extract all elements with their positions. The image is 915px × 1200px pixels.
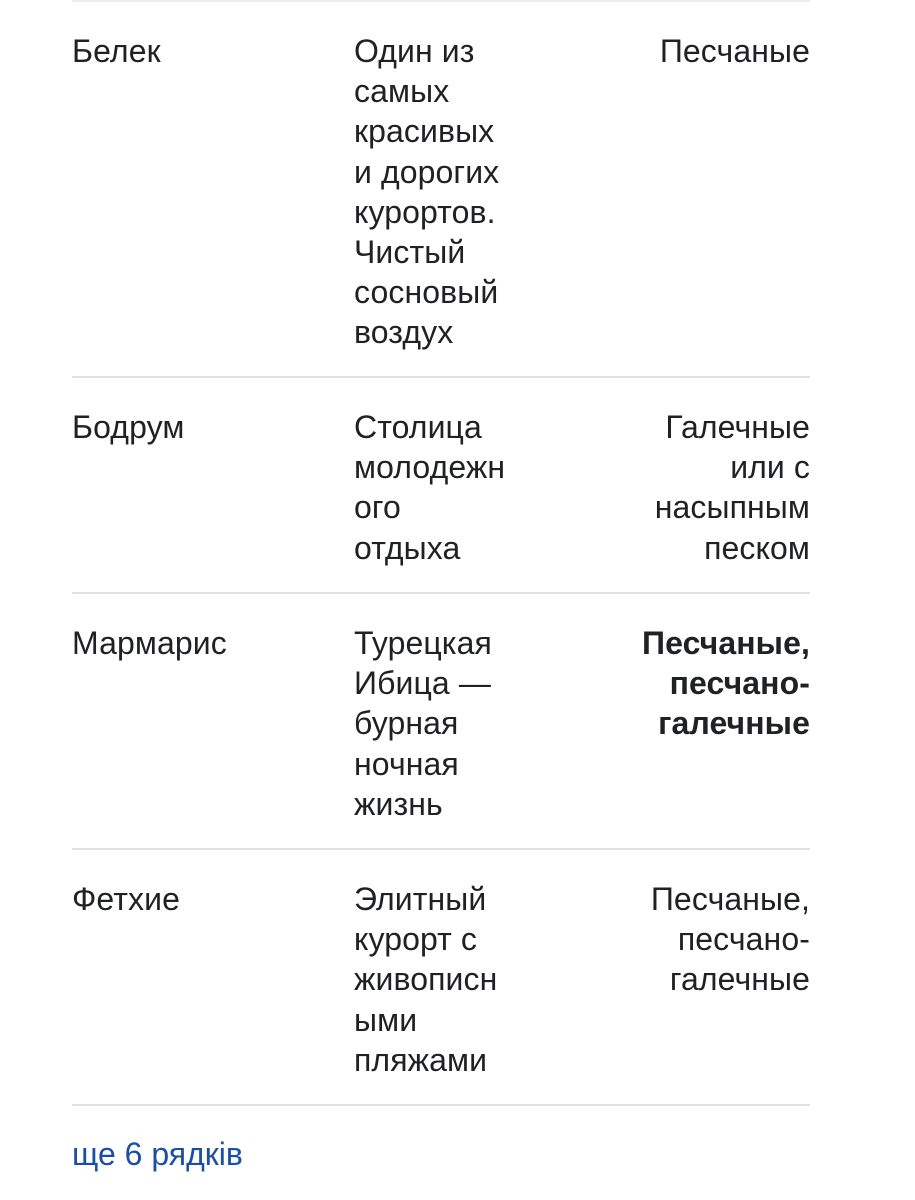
table-row <box>72 378 810 594</box>
resort-name: Мармарис <box>72 625 227 661</box>
resort-description: Столица молодежн ого отдыха <box>354 409 506 566</box>
resort-beaches: Песчаные, песчано- галечные <box>650 881 810 998</box>
resort-beaches: Галечные или с насыпным песком <box>654 409 810 566</box>
resort-description: Один из самых красивых и дорогих курортов. Чистый сосновый воздух <box>354 33 500 351</box>
resort-beaches-highlighted: Песчаные, песчано- галечные <box>642 625 810 742</box>
resorts-table <box>72 0 810 1106</box>
resort-name: Фетхие <box>72 881 180 917</box>
table-row <box>72 594 810 850</box>
resort-description: Элитный курорт с живописн ыми пляжами <box>354 881 498 1078</box>
table-row <box>72 850 810 1106</box>
resort-description: Турецкая Ибица — бурная ночная жизнь <box>354 625 492 822</box>
show-more-rows-link[interactable]: ще 6 рядків <box>72 1136 243 1172</box>
resort-name: Бодрум <box>72 409 185 445</box>
table-row <box>72 2 810 378</box>
resort-name: Белек <box>72 33 161 69</box>
resort-beaches: Песчаные <box>659 33 810 69</box>
